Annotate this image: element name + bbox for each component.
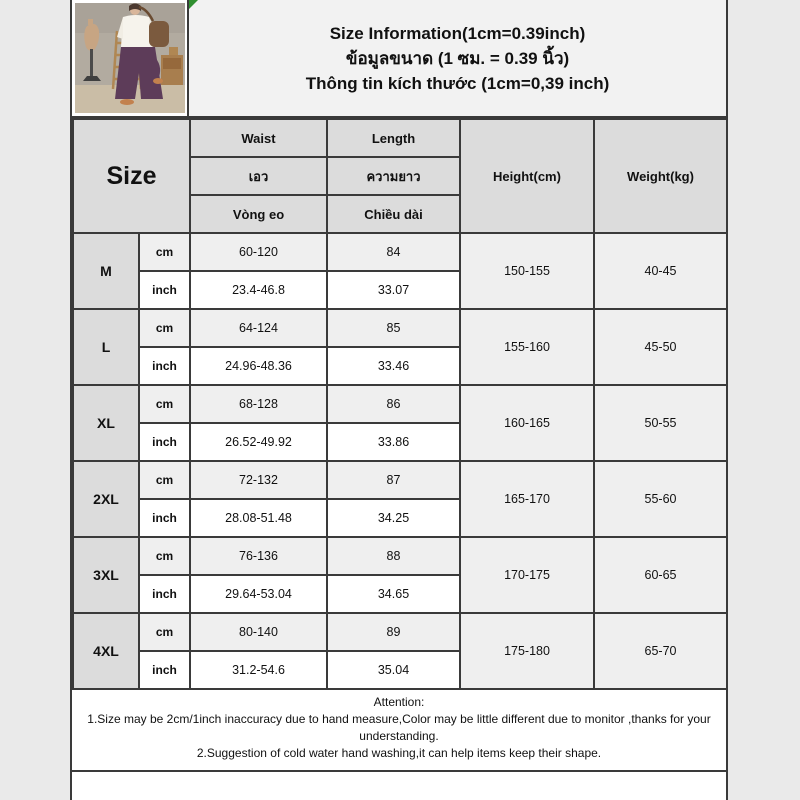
length-cm-value: 84 [327,233,460,271]
attention-box [72,690,726,772]
size-label: 3XL [73,537,139,613]
title-line-en: Size Information(1cm=0.39inch) [329,23,586,43]
waist-header-en: Waist [190,119,327,157]
table-row [73,309,727,347]
unit-label-inch: inch [139,347,190,385]
unit-label-cm: cm [139,537,190,575]
attention-line-2: 2.Suggestion of cold water hand washing,it can help items keep their shape. [196,746,602,760]
waist-inch-value: 28.08-51.48 [190,499,327,537]
waist-inch-value: 23.4-46.8 [190,271,327,309]
length-inch-value: 33.46 [327,347,460,385]
size-table-body [73,233,727,689]
brown-bag [149,21,169,47]
length-inch-value: 33.07 [327,271,460,309]
length-cm-value: 89 [327,613,460,651]
length-cm-value: 87 [327,461,460,499]
length-inch-value: 35.04 [327,651,460,689]
waist-header-th: เอว [190,157,327,195]
length-header-en: Length [327,119,460,157]
length-cm-value: 88 [327,537,460,575]
size-chart-sheet [70,0,728,800]
weight-value: 65-70 [594,613,727,689]
waist-cm-value: 60-120 [190,233,327,271]
height-value: 150-155 [460,233,594,309]
unit-label-cm: cm [139,613,190,651]
length-inch-value: 33.86 [327,423,460,461]
title-line-th: ข้อมูลขนาด (1 ซม. = 0.39 นิ้ว) [345,48,570,68]
table-row [73,613,727,651]
weight-header: Weight(kg) [594,119,727,233]
white-shirt [121,15,153,47]
top-band [72,0,726,118]
waist-inch-value: 31.2-54.6 [190,651,327,689]
height-value: 160-165 [460,385,594,461]
table-row [73,233,727,271]
unit-label-cm: cm [139,461,190,499]
waist-cm-value: 72-132 [190,461,327,499]
waist-cm-value: 64-124 [190,309,327,347]
unit-label-cm: cm [139,385,190,423]
product-photo-cell [72,0,189,116]
length-inch-value: 34.65 [327,575,460,613]
sandal [153,78,163,84]
size-info-title-box [189,0,726,116]
length-header-vi: Chiều dài [327,195,460,233]
waist-inch-value: 24.96-48.36 [190,347,327,385]
weight-value: 55-60 [594,461,727,537]
attention-title: Attention: [373,695,425,709]
waist-cm-value: 80-140 [190,613,327,651]
size-column-header: Size [73,119,190,233]
table-row [73,461,727,499]
length-inch-value: 34.25 [327,499,460,537]
weight-value: 40-45 [594,233,727,309]
size-label: M [73,233,139,309]
length-cm-value: 85 [327,309,460,347]
size-label: L [73,309,139,385]
unit-label-cm: cm [139,309,190,347]
height-value: 175-180 [460,613,594,689]
waist-inch-value: 29.64-53.04 [190,575,327,613]
unit-label-inch: inch [139,499,190,537]
height-header: Height(cm) [460,119,594,233]
size-table [72,118,728,690]
length-header-th: ความยาว [327,157,460,195]
unit-label-inch: inch [139,651,190,689]
unit-label-inch: inch [139,271,190,309]
size-label: 2XL [73,461,139,537]
length-cm-value: 86 [327,385,460,423]
height-value: 155-160 [460,309,594,385]
table-row [73,385,727,423]
waist-inch-value: 26.52-49.92 [190,423,327,461]
unit-label-cm: cm [139,233,190,271]
waist-cm-value: 68-128 [190,385,327,423]
size-label: 4XL [73,613,139,689]
sandal-2 [120,99,134,105]
weight-value: 60-65 [594,537,727,613]
attention-line-1: 1.Size may be 2cm/1inch inaccuracy due to hand measure,Color may be little different due to monitor ,thanks for your understanding. [87,712,711,743]
height-value: 165-170 [460,461,594,537]
waist-header-vi: Vòng eo [190,195,327,233]
product-photo [75,3,185,113]
weight-value: 45-50 [594,309,727,385]
height-value: 170-175 [460,537,594,613]
table-row [73,537,727,575]
title-line-vi: Thông tin kích thước (1cm=0,39 inch) [305,73,610,93]
unit-label-inch: inch [139,423,190,461]
size-label: XL [73,385,139,461]
weight-value: 50-55 [594,385,727,461]
green-corner-marker [189,0,198,9]
waist-cm-value: 76-136 [190,537,327,575]
unit-label-inch: inch [139,575,190,613]
